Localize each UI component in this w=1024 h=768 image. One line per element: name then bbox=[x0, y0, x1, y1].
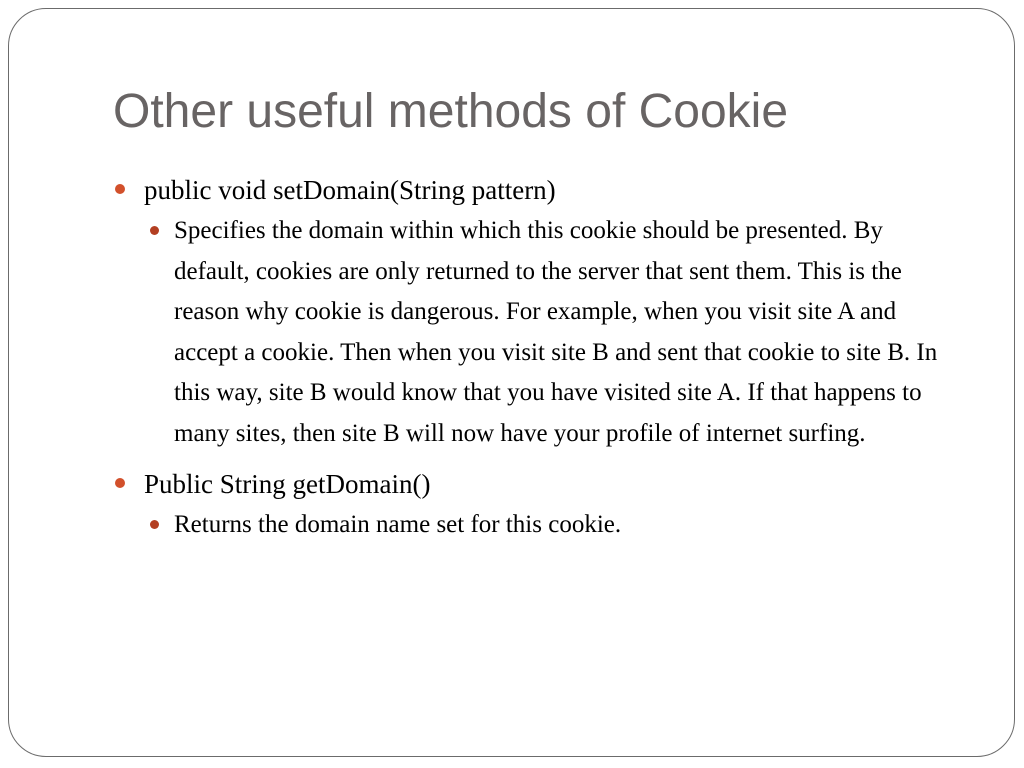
bullet-dot-icon bbox=[150, 226, 159, 235]
sub-bullet-item bbox=[144, 505, 963, 546]
sub-bullet-text: Returns the domain name set for this cookie. bbox=[174, 510, 622, 538]
sub-bullet-text: Specifies the domain within which this cookie should be presented. By default, cookies are only returned to the server that sent them. This is the reason why cookie is dangerous. For example, when you visit site A and accept a cookie. Then when you visit site B and sent that cookie to site B. In this way, site B would know that you have visited site A. If that happens to many sites, then site B will now have your profile of internet surfing. bbox=[174, 217, 938, 447]
bullet-dot-icon bbox=[115, 184, 125, 194]
bullet-item bbox=[113, 170, 963, 210]
slide-title: Other useful methods of Cookie bbox=[113, 85, 789, 138]
slide-content bbox=[113, 170, 963, 545]
bullet-dot-icon bbox=[115, 478, 125, 488]
bullet-text: public void setDomain(String pattern) bbox=[144, 175, 556, 205]
bullet-dot-icon bbox=[150, 520, 159, 529]
bullet-text: Public String getDomain() bbox=[144, 468, 431, 499]
bullet-item bbox=[113, 464, 963, 504]
sub-bullet-item bbox=[144, 211, 963, 455]
